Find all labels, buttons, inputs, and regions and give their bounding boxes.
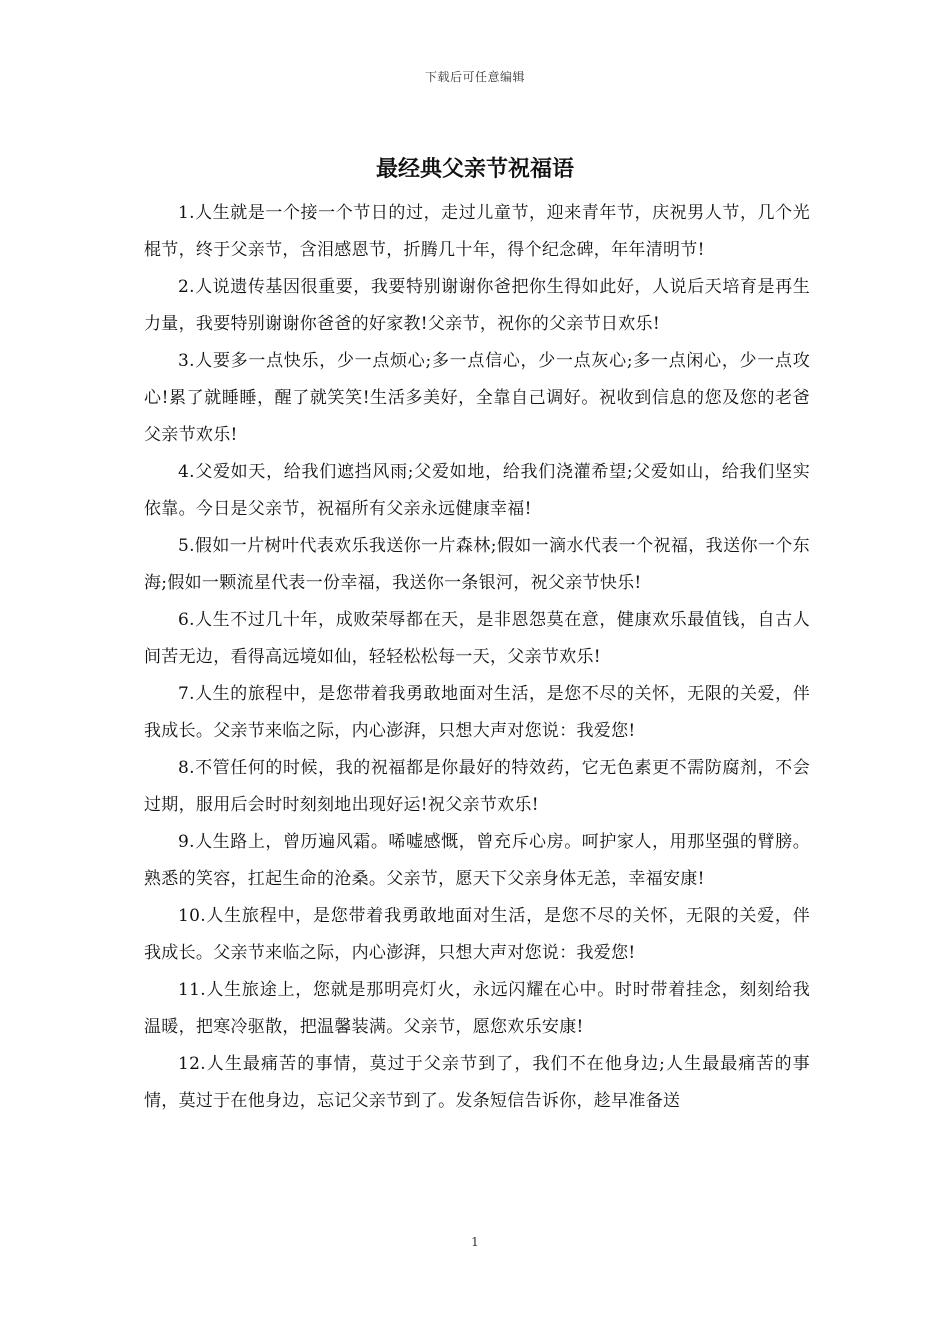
document-body bbox=[144, 195, 810, 1120]
paragraph-12: 12.人生最痛苦的事情，莫过于父亲节到了，我们不在他身边;人生最最痛苦的事情，莫过于在他身边，忘记父亲节到了。发条短信告诉你，趁早准备送 bbox=[144, 1054, 810, 1111]
paragraph-6: 6.人生不过几十年，成败荣辱都在天，是非恩怨莫在意，健康欢乐最值钱，自古人间苦无边，看得高远境如仙，轻轻松松每一天，父亲节欢乐! bbox=[144, 610, 810, 667]
paragraph-8: 8.不管任何的时候，我的祝福都是你最好的特效药，它无色素更不需防腐剂，不会过期，服用后会时时刻刻地出现好运!祝父亲节欢乐! bbox=[144, 758, 810, 815]
paragraph-11: 11.人生旅途上，您就是那明亮灯火，永远闪耀在心中。时时带着挂念，刻刻给我温暖，把寒冷驱散，把温馨装满。父亲节，愿您欢乐安康! bbox=[144, 980, 810, 1037]
paragraph-7: 7.人生的旅程中，是您带着我勇敢地面对生活，是您不尽的关怀，无限的关爱，伴我成长。父亲节来临之际，内心澎湃，只想大声对您说：我爱您! bbox=[144, 684, 810, 741]
paragraph-5: 5.假如一片树叶代表欢乐我送你一片森林;假如一滴水代表一个祝福，我送你一个东海;假如一颗流星代表一份幸福，我送你一条银河，祝父亲节快乐! bbox=[144, 536, 810, 593]
paragraph-2: 2.人说遗传基因很重要，我要特别谢谢你爸把你生得如此好，人说后天培育是再生力量，我要特别谢谢你爸爸的好家教!父亲节，祝你的父亲节日欢乐! bbox=[144, 277, 810, 334]
paragraph-4: 4.父爱如天，给我们遮挡风雨;父爱如地，给我们浇灌希望;父爱如山，给我们坚实依靠。今日是父亲节，祝福所有父亲永远健康幸福! bbox=[144, 462, 810, 519]
document-title: 最经典父亲节祝福语 bbox=[375, 157, 574, 182]
paragraph-10: 10.人生旅程中，是您带着我勇敢地面对生活，是您不尽的关怀，无限的关爱，伴我成长。父亲节来临之际，内心澎湃，只想大声对您说：我爱您! bbox=[144, 906, 810, 963]
paragraph-9: 9.人生路上，曾历遍风霜。唏嘘感慨，曾充斥心房。呵护家人，用那坚强的臂膀。熟悉的笑容，扛起生命的沧桑。父亲节，愿天下父亲身体无恙，幸福安康! bbox=[144, 832, 810, 889]
paragraph-1: 1.人生就是一个接一个节日的过，走过儿童节，迎来青年节，庆祝男人节，几个光棍节，终于父亲节，含泪感恩节，折腾几十年，得个纪念碑，年年清明节! bbox=[144, 203, 810, 260]
page-number: 1 bbox=[471, 1235, 479, 1249]
page-header: 下载后可任意编辑 bbox=[424, 70, 525, 84]
paragraph-3: 3.人要多一点快乐，少一点烦心;多一点信心，少一点灰心;多一点闲心，少一点攻心!累了就睡睡，醒了就笑笑!生活多美好，全靠自己调好。祝收到信息的您及您的老爸父亲节欢乐! bbox=[144, 351, 810, 445]
